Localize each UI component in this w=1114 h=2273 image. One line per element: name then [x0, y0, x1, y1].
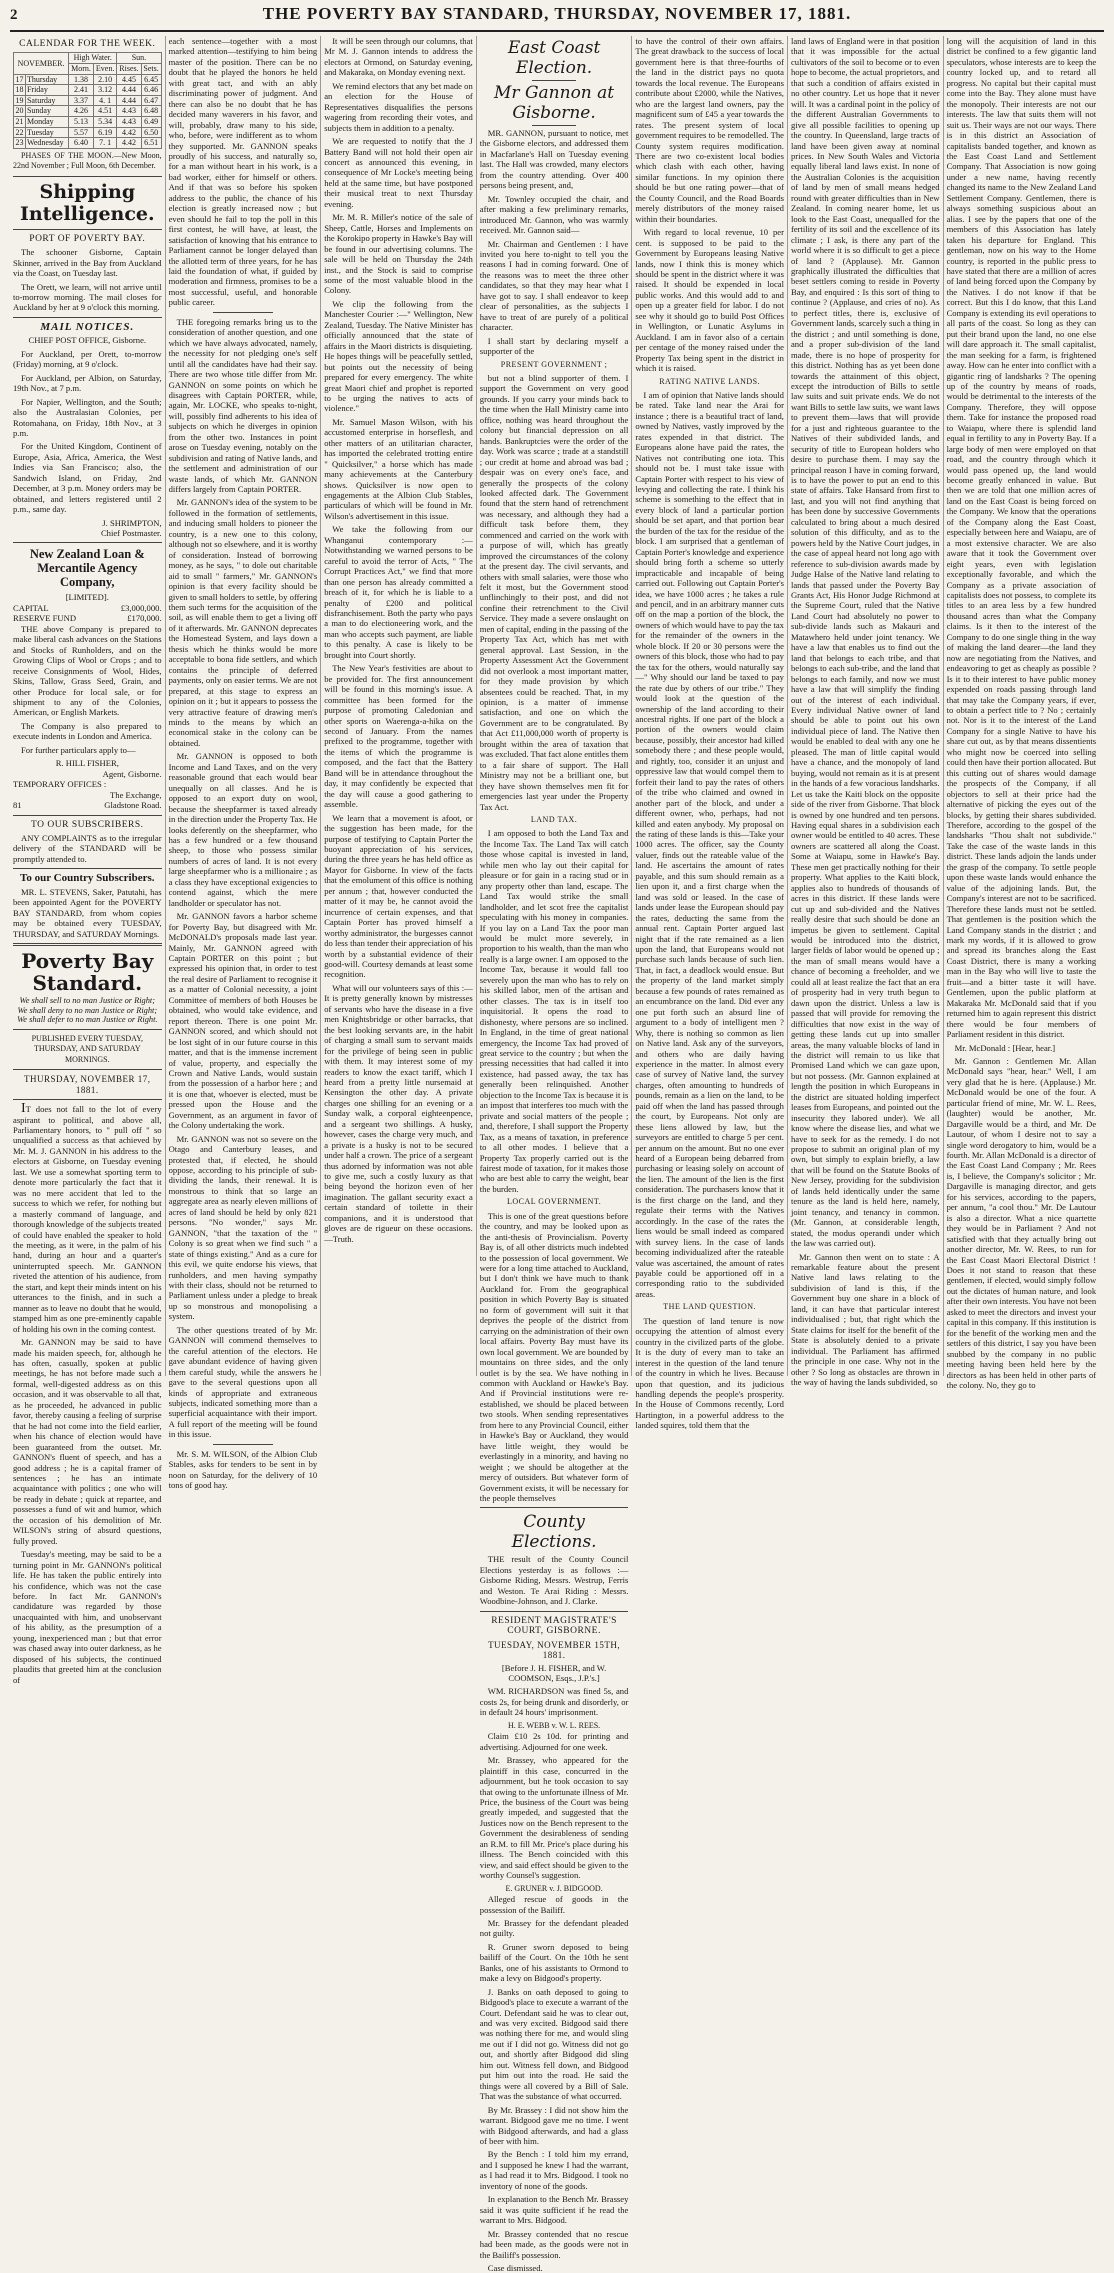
mail-signature-role: Chief Postmaster.: [100, 528, 162, 539]
loan-para: THE above Company is prepared to make liberal cash advances on the Stations and Stocks of Runholders, and on the Growing Clips of Wool or Crops ; and to receive Consignments of Wool, Hides, Skins, Tallow, Grass Seed, Grain, and other Produce for local sale, or for shipment to any of the Colonies, American, or English Markets.: [13, 623, 162, 718]
news-para: It will be seen through our columns, that Mr M. J. Gannon intends to address the electors at Ormond, on Saturday evening, and Makaraka, on Monday evening next.: [324, 36, 473, 78]
reserve-value: £170,000.: [127, 613, 162, 624]
shipping-title: Shipping Intelligence.: [19, 180, 155, 225]
column-5: [632, 36, 788, 1431]
calendar-cell: Monday: [25, 117, 68, 128]
election-heading: East Coast Election.: [507, 38, 601, 78]
article-para: Mr. S. M. WILSON, of the Albion Club Stables, asks for tenders to be sent in by noon on Saturday, for the delivery of 10 tons of good hay.: [168, 1448, 318, 1491]
capital-label: CAPITAL: [13, 602, 49, 613]
motto-line: We shall sell to no man Justice or Right;: [19, 996, 156, 1006]
speech-para: Mr. Townley occupied the chair, and after making a few preliminary remarks, introduced Mr. Gannon, who was warmly received. Mr. Gannon said—: [479, 193, 629, 236]
calendar-cell: 18: [15, 85, 24, 95]
court-para: By Mr. Brassey : I did not show him the warrant. Bidgood gave me no time. I went with Bidgood afterwards, and had a glass of beer with him.: [479, 2104, 629, 2147]
published-note: PUBLISHED EVERY TUESDAY, THURSDAY, AND SATURDAY MORNINGS.: [31, 1033, 143, 1064]
mail-title: MAIL NOTICES.: [40, 320, 135, 333]
speech-para: I shall start by declaring myself a supporter of the: [479, 335, 629, 357]
loan-agent: R. HILL FISHER,: [55, 758, 119, 769]
calendar-row: [14, 106, 162, 117]
calendar-cell: 22: [15, 127, 24, 137]
calendar-cell: 17: [15, 74, 24, 84]
column-1: [10, 36, 166, 1685]
calendar-cell: 3.37: [69, 95, 94, 106]
calendar-cell: 7. 1: [93, 138, 116, 149]
calendar-row: [14, 117, 162, 128]
court-para: J. Banks on oath deposed to going to Bidgood's place to execute a warrant of the Court. Defendant said he was to clear out, and was very excited. Bidgood said there was nothing there for me, and would sling me out if I did not go. Witness did not go out, and shortly after Bidgood did sling him out. Witness fell down, and Bidgood put him out into the road. He said the things were all covered by a Bill of Sale. That was the substance of what occurred.: [479, 1986, 629, 2102]
subscribers-title: TO OUR SUBSCRIBERS.: [31, 819, 144, 830]
speech-para: With regard to local revenue, 10 per cent. is supposed to be paid to the Government by Europeans leasing Native lands, now I think this is money which should be spent in the district where it was raised. It should be expended in local public works. And this would add to and open up a greater field for labor. I do not see why it should go to build Post Offices in Wellington, or Lunatic Asylums in Auckland. I am in favor also of a certain per centage of the money raised under the Property Tax being spent in the district in which it is raised.: [635, 227, 784, 374]
news-para: What will our volunteers says of this :—It is pretty generally known by mistresses of servants who have the disease in a five men Knightsbridge or other barracks, that the best looking servants are, in the habit of charging a small sum to servant maids for the privilege of being seen in public with them. It may interest some of my readers to know the exact tariff, which I heard from a pretty little nursemaid at Kensington the other day. A private charges one shilling for an evening or a Sunday walk, a corporal eighteenpence, and a sergeant two shillings. A husky, however, cases the charge very much, and a private is a husky is not to be secured under half a crown. The price of a sergeant thus adorned by information was not able to give me, such a costly luxury as that being beyond the horizon even of her imagination. The gallant security exact a certain standard of toilette in their companions, and it is understood that gloves are de rigueur on these occasions.—Truth.: [324, 982, 473, 1244]
court-case-title: H. E. WEBB v. W. L. REES.: [507, 1720, 601, 1730]
calendar-cell: 4.45: [117, 74, 141, 85]
county-para: THE result of the County Council Elections yesterday is as follows :—Gisborne Riding, Messrs. Westrup, Ferris and Weston. Te Arai Riding : Messrs. Woodbine-Johnson, and J. Clarke.: [479, 1554, 629, 1607]
mail-para: For the United Kingdom, Continent of Europe, Asia, Africa, America, the West Indies via San Francisco; also, the Sandwich Island, on Friday, 2nd December, at 3 p.m. Money orders may be obtained, and letters registered until 2 p.m., same day.: [13, 441, 162, 515]
loan-limited: [LIMITED].: [65, 592, 109, 603]
column-2: [166, 36, 322, 1491]
court-heading: RESIDENT MAGISTRATE'S COURT, GISBORNE.: [491, 1615, 617, 1637]
calendar-cell: 4.43: [117, 106, 141, 117]
news-para: Mr. M. R. Miller's notice of the sale of Sheep, Cattle, Horses and Implements on the Korokipo property in Hawke's Bay will be found in our advertising columns. The sale will be held on Thursday the 24th inst., and the Stock is said to comprise some of the most valuable blood in the Colony.: [324, 212, 473, 296]
news-para: We take the following from our Whanganui contemporary :—Notwithstanding we warned persons to be careful to avoid the terror of Acts, " The Corrupt Practices Act," we find that more than one person has already committed a breach of it, for which he is liable to a penalty of £200 and political disfranchisement. Both the party who pays a man to do electioneering work, and the man who accepts such payment, are liable to this penalty. A case is likely to be brought into Court shortly.: [324, 524, 473, 660]
news-para: We clip the following from the Manchester Courier :—" Wellington, New Zealand, Tuesday. The Native Minister has officially announced that the state of affairs in the Maori districts is disquieting. He hopes things will be peacefully settled, but points out the necessity of being prepared for every emergency. The white great Maori chief and prophet is reported to be urging the natives to acts of violence.": [324, 298, 473, 414]
speech-para: to have the control of their own affairs. The great drawback to the success of local government here is that three-fourths of the land in the district pays no quota towards the local revenue. The Europeans contribute about £2000, while the Natives, who are the largest land owners, pay the magnificent sum of £45 a year towards the rates. The present system of local government requires to be remodelled. The County system requires modification. There are two co-existent local bodies which clash with each other, having similar functions. In my opinion there should be but one rating power—that of the County Council, and the Road Boards merely distributors of the money raised within their boundaries.: [635, 36, 784, 224]
capital-value: £3,000,000.: [120, 602, 162, 613]
column-6: [788, 36, 944, 1387]
newspaper-title: THE POVERTY BAY STANDARD, THURSDAY, NOVEMBER 17, 1881.: [262, 4, 852, 23]
calendar-cell: 19: [15, 95, 24, 105]
article-para: Mr. GANNON was not so severe on the Otago and Canterbury leases, and protested that, if elected, he should oppose, according to his principle of sub-dividing the lands, their renewal. It is monstrous to think that so large an aggregate area as nearly eleven millions of acres of land should be held by only 821 persons. "No wonder," says Mr. GANNON, "that the taxation of the " Colony is so great when we find such " a state of things existing." And as a cure for this evil, we quite endorse his views, that runholders, and men having sympathy with their class, should not be returned to Parliament unless under a pledge to break up so monstrous and monopolising a system.: [168, 1133, 318, 1322]
leader-para: IT does not fall to the lot of every aspirant to political, and above all, Parliamentary honors, to " pull off " so unqualified a success as that achieved by Mr. M. J. GANNON in his address to the electors at Gisborne, on Tuesday evening last. We use a somewhat sporting term to denote more particularly the fact that it was no mere accident that led to the success to which we refer, for nothing but a masterly command of language, and thorough knowledge of the subjects treated of could have enabled the speaker to hold the meeting, as it were, in the palm of his hand, during an hour and a quarter's uninterrupted speech. Mr. GANNON riveted the attention of his audience, from the start, and kept their minds intent on his utterances to the finish, and in such a manner as to leave no doubt that he would, stamped him as one pre-eminently capable of holding his own in the coming contest.: [13, 1101, 162, 1334]
reserve-row: [13, 613, 162, 623]
court-para: In explanation to the Bench Mr. Brassey said it was quite sufficient if he read the warrant to Mrs. Bidgood.: [479, 2194, 629, 2226]
calendar-cell: 4.42: [117, 138, 141, 149]
reserve-label: RESERVE FUND: [13, 613, 77, 624]
article-para: The other questions treated of by Mr. GANNON will commend themselves to the careful attention of the electors. He gave abundant evidence of having given them careful study, while the answers he gave to the several questions upon all kinds of appropriate and extraneous subjects, indicated something more than a superficial acquaintance with their import. A full report of the meeting will be found in this issue.: [168, 1324, 318, 1440]
mail-para: For Napier, Wellington, and the South; also the Australasian Colonies, per Rotomahana, on Friday, 18th Nov., at 3 p.m.: [13, 396, 162, 438]
calendar-cell: 4.42: [117, 127, 141, 138]
article-para: THE foregoing remarks bring us to the consideration of another question, and one which we have always advocated, namely, the necessity for not pledging one's self until all the candidates have had their say. There are two whose title differ from Mr. GANNON on some points on which he disagrees with Captain PORTER, while, again, Mr. LOCKE, who speaks to-night, will, possibly find adherents to his idea of subjects on which he diverges in opinion from the other two. Instances in point arose on Tuesday evening, notably on the subdivision and rating of Native lands, and the settlement and administration of our waste lands, of which Mr. GANNON differs largely from Captain PORTER.: [168, 316, 318, 495]
page-header: [10, 4, 1104, 32]
loan-title: New Zealand Loan & Mercantile Agency Company,: [29, 547, 145, 590]
calendar-title: CALENDAR FOR THE WEEK.: [19, 39, 156, 49]
column-7: [944, 36, 1100, 1390]
calendar-month: NOVEMBER.: [14, 53, 69, 74]
article-para: each sentence—together with a most marked attention—testifying to him being master of the position. There can be no doubt that he played the honors he held with great tact, and with an ably discriminating power of judgment. And there can also be no doubt that he has decided many waverers in his favor, and will, probably, draw many to his side, who, before, were indifferent as to whom they supported. Mr. GANNON speaks proudly of his success, and naturally so, for a man without heart in his work, is a bad worker, either for himself or others. And if that was so before his spoken address to the public, the chance of his election is greatly increased now ; but even should he fail to top the poll in this first contest, he will have, at least, the satisfaction of knowing that his entrance to Parliament cannot be longer delayed than the allotted term of three years, for he has laid the foundation of what, if guided by moderation and firmness, promises to be a most successful, useful, and honorable public career.: [168, 36, 318, 308]
calendar-sub-header: Sets.: [141, 64, 161, 75]
calendar-cell: 5.57: [69, 127, 94, 138]
speech-subhead: RATING NATIVE LANDS.: [659, 376, 761, 386]
calendar-cell: 4.26: [69, 106, 94, 117]
mail-para: For Auckland, per Albion, on Saturday, 19th Nov., at 7 p.m.: [13, 372, 162, 394]
election-subheading: Mr Gannon at Gisborne.: [494, 83, 615, 123]
speech-subhead: LAND TAX.: [530, 815, 578, 824]
country-subscribers-title: To our Country Subscribers.: [20, 872, 155, 885]
loan-temp-offices: TEMPORARY OFFICES :: [13, 779, 107, 790]
court-para: Alleged rescue of goods in the possession of the Bailiff.: [479, 1894, 629, 1915]
court-date: TUESDAY, NOVEMBER 15TH, 1881.: [488, 1639, 621, 1661]
calendar-row: [14, 138, 162, 149]
calendar-cell: 5.13: [69, 117, 94, 128]
calendar-cell: 4.44: [117, 85, 141, 96]
subscribers-para: MR. L. STEVENS, Saker, Patutahi, has been appointed Agent for the POVERTY BAY STANDARD, from whom copies may be obtained every TUESDAY, THURSDAY, and SATURDAY Mornings.: [13, 886, 162, 939]
article-para: Mr. GANNON is opposed to both Income and Land Taxes, and on the very reasonable ground that each would bear unequally on all classes. And he is opposed to an export duty on wool, because the sheepfarmer is taxed already in the direction under the Property Tax. He looks deferently on the sheepfarmer, who has a few hundred or a few thousand sheep, to those who possess similar numbers of acres of land. It is not every large sheepfarmer who is a millionaire ; as a class they have exceptional exigencies to contend against, which the mere landholder or speculator has not.: [168, 751, 318, 908]
calendar-sub-header: Morn.: [69, 64, 94, 75]
court-before: [Before J. H. FISHER, and W. COOMSON, Esqs., J.P.'s.]: [501, 1662, 607, 1683]
calendar-row: [14, 74, 162, 85]
calendar-cell: 6.45: [141, 74, 161, 85]
motto-line: We shall deny to no man Justice or Right;: [17, 1005, 158, 1015]
calendar-row: [14, 85, 162, 96]
calendar-cell: Sunday: [25, 106, 68, 117]
loan-agent-role: Agent, Gisborne.: [102, 768, 162, 779]
calendar-cell: 6.40: [69, 138, 94, 149]
speech-subhead: PRESENT GOVERNMENT ;: [500, 359, 608, 369]
calendar-cell: 2.10: [93, 74, 116, 85]
issue-date: THURSDAY, NOVEMBER 17, 1881.: [24, 1074, 151, 1095]
article-para: Mr. GANNON's idea of the system to be followed in the formation of settlements, and inducing small holders to pioneer the country, is a new one to this colony, although not so elsewhere, and it is worthy of consideration. Instead of borrowing money, as he says, " to dole out charitable aid to small " farmers," Mr. GANNON's opinion is that every facility should be given to small holders to settle, by offering them such terms for the acquisition of the soil, as will enable them to get a living off of it afterwards. Mr. GANNON deprecates the Homestead System, and lays down a thesis which he thinks would be more acceptable to bona fide settlers, and which contains the principle of deferred payments, only on easier terms. We are not prepared, at this stage to express an opinion on it ; but it appears to possess the very attractive feature of drawing men's minds to the means by which an economical stake in the colony can be obtained.: [168, 497, 318, 748]
loan-temp-addr: The Exchange,: [110, 789, 162, 800]
calendar-cell: 20: [15, 106, 24, 116]
calendar-cell: 6.46: [141, 85, 161, 96]
calendar-cell: 6.50: [141, 127, 161, 138]
calendar-cell: 21: [15, 117, 24, 127]
news-para: We remind electors that any bet made on an election for the House of Representatives disqualifies the persons wagering from recording their votes, and subjects them in addition to a penalty.: [324, 80, 473, 133]
court-para: Claim £10 2s 10d. for printing and advertising. Adjourned for one week.: [479, 1731, 629, 1752]
news-para: Mr. Samuel Mason Wilson, with his accustomed enterprise in horseflesh, and other matters of an utilitarian character, has imported the celebrated trotting entire " Quicksilver," a horse which has made many achievements at the Canterbury shows. Quicksilver is now open to engagements at the Albion Club Stables, particulars of which will be found in Mr. Wilson's advertisement in this issue.: [324, 416, 473, 521]
calendar-cell: 4.44: [117, 95, 141, 106]
news-para: The New Year's festivities are about to be provided for. The first announcement will be found in this morning's issue. A committee has been formed for the purpose of promoting Caledonian and other sports on Waerenga-a-hika on the second of January. From the names prefixed to the programme, together with the items of which the programme is composed, and the fact that the Battery Band will be in attendance throughout the day, it may confidently be expected that the day will cause a good gathering to assemble.: [324, 663, 473, 810]
calendar-sub-header: Rises.: [117, 64, 141, 75]
calendar-cell: 1.38: [69, 74, 94, 85]
calendar-sun-header: Sun.: [117, 53, 161, 64]
court-para: WM. RICHARDSON was fined 5s, and costs 2s, for being drunk and disorderly, or in default 24 hours' imprisonment.: [479, 1686, 629, 1718]
capital-row: [13, 603, 162, 613]
calendar-cell: 6.47: [141, 95, 161, 106]
speech-para: Mr. Chairman and Gentlemen : I have invited you here to-night to tell you the reasons I had in coming forward. One of the reasons was to meet the three other candidates, so that they may hear what I have got to say. I shall endeavor to keep clear of personalities, as the subjects I have to treat of are purely of a political character.: [479, 238, 629, 333]
court-para: Mr. Brassey contended that no rescue had been made, as the goods were not in the Bailiff's possession.: [479, 2228, 629, 2260]
subscribers-para: ANY COMPLAINTS as to the irregular delivery of the STANDARD will be promptly attended to.: [13, 833, 162, 864]
calendar-cell: 23: [15, 138, 24, 148]
speech-subhead: THE LAND QUESTION.: [663, 1302, 757, 1312]
column-3: [321, 36, 477, 1376]
speech-para: Mr. Gannon : Gentlemen Mr. Allan McDonald says "hear, hear." Well, I am very glad that he is here. (Applause.) Mr. McDonald would be one of the four. A particular friend of mine, Mr. W. L. Rees, (laughter) would be another, Mr. Dargaville would be a third, and Mr. De Lautour, of whom I desire not to say a single word derogatory to him, would be a fourth. Mr. Allan McDonald is a director of the East Coast Land Company ; Mr. Rees is, I believe, the Company's solicitor ; Mr. Dargaville is managing director, and gets for his services, according to the papers, per annum, "a cool thou." Mr. De Lautour is also a director. What a nice quartette they would be in Parliament ? And not satisfied with that they actually bring out another director, Mr. W. Rees, to run for the East Coast Maori Electoral District ! Does it not stand to reason that these gentlemen, if elected, would simply follow out the dictates of human nature, and look after their own interests. You have not been asked to meet the directors and invest your capital in this company. If this institution is for the benefit of the working men and the settlers of this district, I say you have been snubbed by the company in no public meeting having been held here by the directors as has been held in other parts of the colony. No, they go to: [946, 1055, 1097, 1390]
calendar-cell: 4.43: [117, 117, 141, 128]
masthead-title: Poverty Bay Standard.: [21, 949, 154, 996]
news-para: We are requested to notify that the J Battery Band will not hold their open air concert as announced this evening, in consequence of Mr Locke's meeting being held at the same time, but have postponed their musical treat to next Thursday evening.: [324, 136, 473, 209]
court-case-title: E. GRUNER v. J. BIDGOOD.: [505, 1883, 603, 1893]
court-para: By the Bench : I told him my errand, and I supposed he knew I had the warrant, as I had read it to Mrs. Bidgood. I took no inventory of none of the goods.: [479, 2149, 629, 2191]
speech-para: long will the acquisition of land in this district be confined to a few gigantic land speculators, whose interests are to keep the country locked up, and to retard all progress. No capital but their capital must come into the Bay. They alone must have the monopoly. Their interests are not our interests. The law that suits them will not suit us. Their ways are not our ways. There is in this district an Association of capitalists banded together, and known as the East Coast Land and Settlement Company. That Association is now going under a new name, having recently changed its name to the New Zealand Land Settlement Company. Gentlemen, there is always something suspicious about an alias. I see by the papers that one of the members of this Association has lately taken his departure for England. This gentleman, now on his way to the Home country, is reported in the public press to have stated that there are a million of acres of land being forced upon the Company by the Natives. I do not know if that be correct. But this I do know, that this Land Company is extending its evil operations to all parts of the coast. So long as they can put their brand upon the land, no one else will dare approach it. The small capitalist, the man seeking for a farm, is frightened away. How can he enter into conflict with a gigantic ring of landsharks ? The opening up of the country by means of roads, would be detrimental to the interests of the Company. Therefore, they will oppose them. Take for instance the proposed road to Waiapu, where there is splendid land equal in fertility to any in Poverty Bay. If a large body of men were employed on that road, and the country through which it would pass opened up, the land would become greatly enhanced in value. But then we are told that one million acres of land on the East Coast is being forced on the Company. We know that the operations of the Company along the East Coast, especially between here and Waiapu, are of a most extensive character. We are also aware that it took the Government over eight years, even with legislation exceptionally favorable, and which the Company as a private association of capitalists does not possess, to complete its titles to an area less by a few hundred thousand acres than what the Company claims. Is it then to the interest of the Company to do one single thing in the way of making the land dearer—the land they now are negotiating from the Natives, and endeavoring to get as cheaply as possible ? Is it to their interest to have public money expended on roads passing through land that may take the Company years, if ever, to obtain a perfect title to ? No ; certainly not. Nor is it to the interest of the Land Company for a single Native to have his share cut out, as by that means dissentients who might now be coerced into selling could then have their portion allocated. But this cutting out of shares would damage the prospects of the Company, if all objectors to sell at their price had the alternative of picking the eyes out of the blocks, by getting their shares subdivided. Therefore, according to the gospel of the landsharks "Thou shalt not subdivide." Take the case of the waste lands in this district. These lands adjoin the lands under the grasp of the company. To settle people upon these waste lands would enhance the value of the adjoining lands. But, the Company's interest are not to be sacrificed. Therefore these lands must not be settled. That gentlemen is the position which the Land Company stands in the district ; and mark my words, if it is allowed to grow and spread its branches along the East Coast District, there is many a working man in the Bay who will live to taste the fruit—and a bitter taste it will have. Gentlemen, upon the public platform at Makaraka Mr. McDonald said that if you returned him to again represent this district there would be four members of Parliament resident in this district.: [946, 36, 1097, 1040]
page-number: 2: [10, 7, 18, 23]
port-heading: PORT OF POVERTY BAY.: [29, 233, 146, 244]
speech-para: The question of land tenure is now occupying the attention of almost every country in the civilized parts of the globe. It is the duty of every man to take an interest in the question of the land tenure of the country in which he lives. Because upon that question, and its judicious handling depends the people's prosperity. In the House of Commons recently, Lord Hartington, in a powerful address to the landed squires, told them that the: [635, 1315, 784, 1431]
news-para: We learn that a movement is afoot, or the suggestion has been made, for the purpose of testifying to Captain Porter the buoyant appreciation of his services, during the three years he has held office as Mayor for Gisborne. In view of the facts that the emolument of this office is nothing per annum ; that, however conducted the matter of it may be, he cannot avoid the incurrence of certain expenses, and that Captain Porter has proved himself a worthy administrator, the burgesses cannot do less than tender their appreciation of his worth by a substantial evidence of their good-will. Courtesy demands at least some recognition.: [324, 812, 473, 980]
speech-para: MR. GANNON, pursuant to notice, met the Gisborne electors, and addressed them in Macfarlane's Hall on Tuesday evening last. The Hall was crowded, many electors from the country attending. Over 400 persons being present, and,: [479, 128, 629, 191]
motto-line: We shall defer to no man Justice or Right.: [17, 1015, 158, 1025]
speech-para: I am opposed to both the Land Tax and the Income Tax. The Land Tax will catch those whose capital is invested in land, while men who lay out their capital for pleasure or for gain in a racing stud or in any property other than land, escape. The Land Tax would strike the small landholder, and let scot free the capitalist speculating with his money in companies. If you lay on a Land Tax the poor man would be mulct more severely, in proportion to his wealth, than the man who really is a large owner. I am opposed to the Income Tax, because it would fall too severely upon the man who has to rely on his skilled labor, men of the artisan and other classes. The tax is in itself too inquisitorial. It opens the road to dishonesty, where persons are so inclined. In England, in the time of great national emergency, the Income Tax had proved of great service to the country ; but when the pressing necessities that had called it into existence, had passed away, the tax has generally been relinquished. Another objection to the Income Tax is because it is an impost that interferes too much with the private and social matters of the people ; and, therefore, I shall support the Property Tax, as a means of taxation, in preference to all other modes. I believe that a Property Tax properly carried out is the fairest mode of taxation, for it makes those who are best able to carry the weight, bear the burden.: [479, 828, 629, 1194]
speech-para: land laws of England were in that position that it was impossible for the actual cultivators of the soil to become or to even hope to become, the actual proprietors, and that such a condition of affairs existed in no other country. Let us hope that it never will. It was a cardinal point in the policy of the different Australian Governments to give all possible facilities to opening up the country. In Queensland, large tracts of land have been given away at nominal prices. In New South Wales and Victoria equally liberal land laws exist. In none of the Australian Colonies is the acquisition of land by men of small means hedged round with greater difficulties than in New Zealand. In coming nearer home, let us look to the East Coast, unequalled for the fertility of its soil and the excellence of its climate ; I ask, is there any part of the world where it is so difficult to get a piece of land ? (Applause). Mr. Gannon graphically illustrated the difficulties that beset settlers coming to reside in Poverty Bay, and enquired : Is this sort of thing to continue ? (Applause, and cries of no). As to perfect titles, there is, exclusive of Government lands, scarcely such a thing in the district ; and until something is done, and a proper sub-division of the land made, there is no hope of prosperity for this district. Nothing has as yet been done towards the attainment of this object, except the introduction of Bills to settle law suits and suit private ends. We do not want Bills to settle law suits, we want laws to prevent them—laws that will provide for a just and righteous guarantee to the Natives of their subdivided lands, and security of title to European holders who desire to purchase them. I may say the principal reason I have in coming forward, is to have the power to put an end to this state of affairs. Take Hansard from first to last, and you will not find anything that has been done by successive Governments calculated to bring about a much desired solution of this difficulty, and as to the powers held by the Native Court judges, in the case of appeal heard not long ago with reference to sub-division awards made by Judge Halse of the Native land relating to lands that passed under the Poverty Bay Grants Act, His Honor Judge Richmond at the Supreme Court, ruled that the Native Land Court had absolutely no power to sub-divide lands such as Makauri and Matawhero held under joint tenancy. We have a law that enables us to find out the land that belongs to each tribe, and that belongs to each sub-tribe, and the land that belongs to each family, and now we must have a law that will simplify the finding out of the interest of each individual. Every individual Native owner of land should be able to point out his own individual piece of land. The Native then would be enabled to deal with any one he pleased. The man of little capital would have a chance, and the monopoly of land buying, would not remain as it is at present in the hands of a few voracious landsharks. Let us take the Kaiti block on the opposite side of the river from Gisborne. That block is owned by one hundred and ten persons. Having equal shares in a subdivision each owner would be entitled to 40 acres. These owners are scattered all along the Coast. Some at Waiapu, some in Hawke's Bay. These men get practically nothing for their property. What applies to the Kaiti block, applies also to hundreds of thousands of acres in this district. If these lands were cut up and sub-divided and the Natives really desire that such should be done an impetus be given to settlement. Capital would be introduced into the district, larger fields of labor would be opened up ; the man of small means would have a chance of becoming a freeholder, and we could all at least realize the fact that an era of prosperity had in very truth begun to dawn upon the district. Unless a law is passed that will provide for removing the difficulties that now exist in the way of getting these lands cut up into smaller areas, the many valuable blocks of land in the district will remain to us like that Promised Land which we can gaze upon, but not possess. (Mr. Gannon explained at length the position in which Europeans in the district are situated holding imperfect leases from Europeans, and pointed out the insecurity they labored under). We all know where the disease lies, and what we have to seek for as the remedy. I do not propose to submit an original plan of my own, but simply to explain briefly, a law that will be found on the Statute Books of New Jersey, providing for the subdivision of lands held identically under the same tenure as the land is held here, namely, joint tenancy, and tenancy in common. (Mr. Gannon, at considerable length, stated, the modus operandi under which the law was carried out).: [790, 36, 940, 1249]
loan-para: The Company is also prepared to execute indents in London and America.: [13, 720, 162, 742]
calendar-cell: 6.51: [141, 138, 161, 149]
leader-para: Mr. GANNON may be said to have made his maiden speech, for, although he has often, casually, spoken at public meetings, he has not before made such a formal, well-digested address as on this occasion, and it was observable to all that, as he proceeded, he advanced in public favor, thereby causing a feeling of surprise that he had not come into the field earlier, when his chance of election would have been guaranteed from the outset. Mr. GANNON's fluent of speech, and has a good address ; he is a capital framer of sentences ; he has an intimate acquaintance with politics ; one who will be ready in debate ; quick at repartee, and possesses a fund of wit and humor, which the occasion of his demolition of Mr. WILSON's string of absurd questions, fully proved.: [13, 1337, 162, 1546]
calendar-cell: Wednesday: [25, 138, 68, 149]
mail-signature: J. SHRIMPTON,: [102, 517, 162, 528]
mail-para: CHIEF POST OFFICE, Gisborne.: [28, 335, 147, 346]
loan-address-row: [13, 800, 162, 810]
calendar-row: [14, 95, 162, 106]
mail-para: For Auckland, per Orett, to-morrow (Friday) morning, at 9 o'clock.: [13, 348, 162, 370]
calendar-cell: 5.34: [93, 117, 116, 128]
speech-para: I am of opinion that Native lands should be rated. Take land near the Arai for instance ; there is a beautiful tract of land, owned by Natives, vastly improved by the rates expended in that district. The Europeans alone have paid the rates, the Natives not contributing one iota. This should not be. I must take issue with Captain Porter with respect to his view of levying and collecting the rate. I think his scheme is something to the effect that in every block of land a particular portion should be set apart, and that portion bear the burden of the tax for the residue of the block. I am surprised that a gentleman of Captain Porter's knowledge and experience should bring forth a scheme so utterly impracticable and incapable of being carried out. Following out Captain Porter's idea, we have 1000 acres ; he takes a rule and pencil, and in an arbitrary manner cuts off on the map a portion of the block, the owners of which would have to pay the tax for the remainder of the owners in the whole block. If 20 or 30 persons were the owners of this block, those who had to pay the tax for the others, would naturally say—" Why should our land be taxed to pay the rate due by others of our tribe." They would look at the question of the ownership of the land according to their ancestral rights. If one part of the block a portion of the owners would claim because, possibly, their ancestor had killed somebody there ; and these people would, and rightly, too, consider it an unjust and oppressive law that would compel them to forfeit their land to pay the rates of others of the tribe who claimed and owned in another part of the block, and under a different owner, who, perhaps, had not killed and eaten anybody. My proposal on the rating of these lands is this—Take your 1000 acres. The officer, say the County valuer, finds out the rateable value of the land. He ascertains the amount of rates payable, and this sum should remain as a lien upon it, and a first charge when the land was sold or leased. In the case of lands under lease the European should pay the rates, deducting the same from the annual rent. Captain Porter argued last night that if the rate remained as a lien upon the land, that Europeans would not purchase such lands because of such lien. That, in fact, a deadlock would ensue. But the property of the land market simply because a few pounds of rates remained as an encumbrance on the land. Did ever any one put forth such an absurd line of argument to a body of intelligent men ? Why, there is nothing so common as lien on Native land. Ask any of the surveyors, and others who are daily having experience in the matter. In almost every case of survey of Native land, the survey charges, often amounting to hundreds of pounds, remain as a lien on the land, to be paid off when the land has passed through the court, by Europeans. Not only are these liens allowed by law, but the surveyors are entitled to charge 5 per cent. per annum on the amount. But no one ever heard of a European being debarred from purchasing or leasing solely on account of the lien. The amount of the lien is the first consideration. The purchasers know that it is the first charge on the land, and they regulate their terms with the Natives accordingly. In the case of the rates the liens would be small indeed as compared with survey liens. In the case of lands becoming individualized after the rateable value was ascertained, the amount of rates payable could be apportioned off in a corresponding ratio to the subdivided areas.: [635, 389, 784, 1299]
calendar-cell: 2.41: [69, 85, 94, 96]
loan-number: 81: [13, 800, 22, 811]
court-para: Case dismissed.: [487, 2263, 543, 2273]
court-para: R. Gruner sworn deposed to being bailiff of the Court. On the 10th he sent Banks, one of his assistants to Ormond to make a levy on Bidgood's property.: [479, 1941, 629, 1984]
column-4: [477, 36, 633, 2273]
calendar-row: [14, 127, 162, 138]
calendar-water-header: High Water.: [69, 53, 117, 64]
calendar-table: [13, 52, 162, 148]
calendar-cell: 6.49: [141, 117, 161, 128]
calendar-cell: Tuesday: [25, 127, 68, 138]
calendar-cell: 6.19: [93, 127, 116, 138]
shipping-para: The Orett, we learn, will not arrive until to-morrow morning. The mail closes for Auckland by her at 9 o'clock this morning.: [13, 281, 162, 313]
calendar-cell: 6.48: [141, 106, 161, 117]
leader-para: Tuesday's meeting, may be said to be a turning point in Mr. GANNON's political life. He has taken the public entirely into his confidence, which was not the case before. In fact Mr. GANNON's candidature was regarded by those unacquainted with him, and unobservant of his ability, as the presumption of a young, inexperienced man ; but that error was chased away into outer darkness, as he disposed of his subjects, the continued plaudits that greeted him at the conclusion of: [13, 1549, 162, 1685]
county-heading: County Elections.: [511, 1512, 597, 1553]
speech-para: This is one of the great questions before the country, and may be looked upon as the anti-thesis of Provincialism. Poverty Bay is, of all other districts much indebted to the possession of local government. We were for a long time attached to Auckland, but I don't think we have much to thank Auckland for. From the geographical position in which Poverty Bay is situated no form of government will suit it that deprives the people of the district from carrying on the administration of their own local affairs. Poverty Bay must have its own local government. We are bounded by mountains on three sides, and the only outlet is by the sea. We have nothing in common with Auckland or Hawke's Bay. And if Provincial institutions were re-established, we should be placed between two stools. When sending representatives from here to any Provincial Council, either in Hawke's Bay or Auckland, they would have little weight, they would be everlastingly in a minority, and having no weight ; we should be altogether at the mercy of outsiders. But whatever form of Government exists, it will be necessary for the people themselves: [479, 1210, 629, 1503]
shipping-para: The schooner Gisborne, Captain Skinner, arrived in the Bay from Auckland via the Coast, on Tuesday last.: [13, 247, 162, 279]
calendar-cell: 3.12: [93, 85, 116, 96]
calendar-cell: 4. 1: [93, 95, 116, 106]
speech-para: Mr. Gannon then went on to state : A remarkable feature about the present Native land laws relating to the subdivision of land is this, if the Government buy one share in a block of land, it can have that particular interest individualised ; but, that right which the State claims for itself for the benefit of the State is absolutely denied to a private individual. The Parliament has affirmed the principle in one case. Why not in the other ? So long as obstacles are thrown in the way of having the lands subdivided, so: [790, 1251, 940, 1387]
calendar-cell: 4.51: [93, 106, 116, 117]
speech-para: but not a blind supporter of them. I support the Government on very good grounds. If you carry your minds back to the time when the Hall Ministry came into office, nothing was heard throughout the colony but financial depression on all hands. Bankruptcies were the order of the day. Work was scarce ; trade at a standstill ; our credit at home and abroad was bad ; despair was on every one's face, and generally the prospects of the colony looked affected dark. The Government found that the stern hand of retrenchment was necessary, and although they had a difficult task before them, they commenced and carried on the work with a purpose of will, which has greatly improved the circumstances of the colony at the present day. The civil servants, and others with small salaries, were those who felt it most, but the Government stood unflinchingly to their post, and did not confine their retrenchment to the Civil Service. They made a severe onslaught on men of capital, ending in the passing of the Property Tax Act, which has met with general approval. Last Session, in the Property Assessment Act the Government did not overlook a most important matter, for they made provision by which absentees could be reached. That, in my opinion, is a matter of immense satisfaction, and one on which the Government are to be congratulated. By that Act £11,000,000 worth of property is brought within the area of taxation that was excluded. That fact alone entitles them to a fair share of support. The Hall Ministry may not be a brilliant one, but they have shown themselves men fit for emergencies last year under the Property Tax Act.: [479, 372, 629, 812]
loan-address: Gladstone Road.: [104, 800, 162, 811]
calendar-cell: Thursday: [25, 74, 68, 85]
speech-subhead: LOCAL GOVERNMENT.: [506, 1197, 602, 1207]
moon-phases: PHASES OF THE MOON.—New Moon, 22nd November ; Full Moon, 6th December.: [13, 150, 162, 171]
article-para: Mr. GANNON favors a harbor scheme for Poverty Bay, but disagreed with Mr. McDONALD's proposals made last year. Mainly, Mr. GANNON agreed with Captain PORTER on this point ; but expressed his opinion that, in order to test the real desire of Parliament to recognise it as a matter of Colonial necessity, a joint Committee of members of both Houses be obtained, who would take evidence, and report thereon. There is one point Mr. GANNON scored, and which should not be lost sight of in our future course in this matter, and that is the immense increment of value, property, and especially the Crown and Native Lands, would sustain from the possession of a harbor here ; and it is one that, whoever is elected, must be pressed upon the House and the Government, as an argument in favor of the Colony undertaking the work.: [168, 911, 318, 1131]
loan-para: For further particulars apply to—: [21, 744, 136, 755]
court-para: Mr. Brassey, who appeared for the plaintiff in this case, concurred in the adjournment, but he took occasion to say that owing to the unfortunate illness of Mr. Price, the business of the Court was being greatly impeded, and suggested that the Justices now on the Bench represent to the Government the desirableness of sending an R.M. to fill Mr. Price's place during his illness. The Bench coincided with this view, and said effect should be given to the worthy Counsel's suggestion.: [479, 1755, 629, 1881]
calendar-cell: Saturday: [25, 95, 68, 106]
court-para: Mr. Brassey for the defendant pleaded not guilty.: [479, 1917, 629, 1939]
calendar-cell: Friday: [25, 85, 68, 96]
speech-para: Mr. McDonald : [Hear, hear.]: [954, 1042, 1056, 1053]
calendar-sub-header: Even.: [93, 64, 116, 75]
